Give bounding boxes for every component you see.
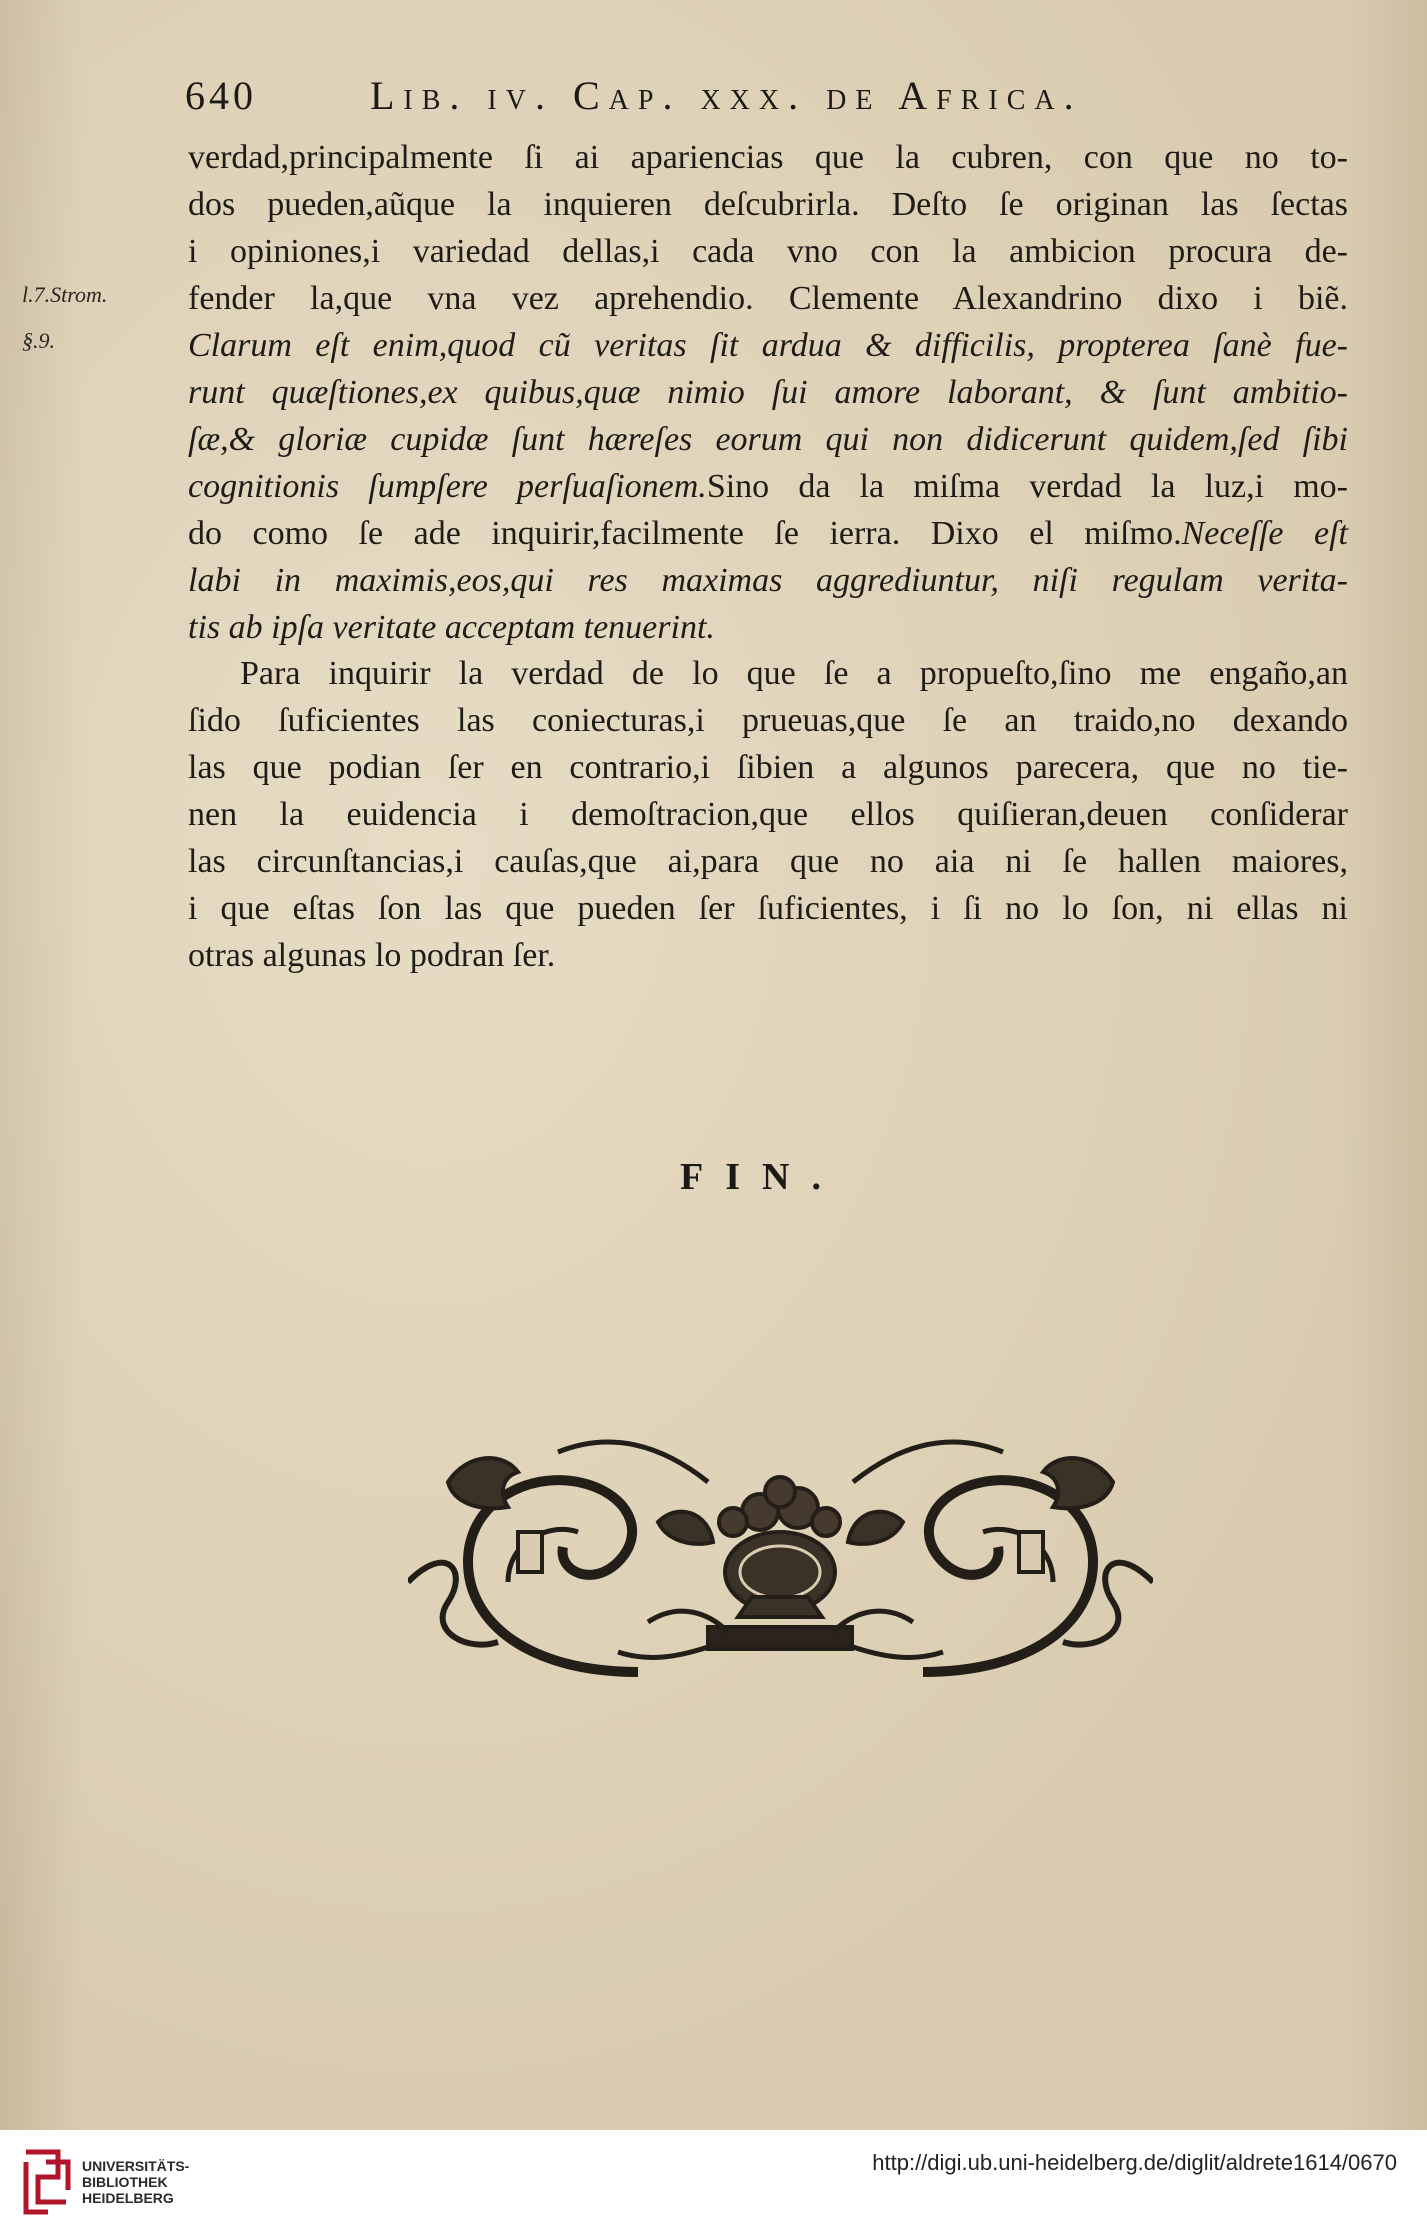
fin-label: FIN. bbox=[680, 1156, 843, 1198]
margin-note: §.9. bbox=[22, 328, 55, 353]
text-line: las circunſtancias,i cauſas,que ai,para que no aia ni ſe hallen maiores, bbox=[188, 843, 1348, 880]
library-name-line: UNIVERSITÄTS- bbox=[82, 2158, 190, 2174]
library-name-line: HEIDELBERG bbox=[82, 2190, 174, 2206]
latin-quote-line: runt quæſtiones,ex quibus,quæ nimio ſui amore laborant, & ſunt ambitio- bbox=[188, 374, 1348, 411]
latin-quote-line: labi in maximis,eos,qui res maximas aggrediuntur, niſi regulam verita- bbox=[188, 562, 1348, 599]
text-line: Para inquirir la verdad de lo que ſe a propueſto,ſino me engaño,an bbox=[240, 655, 1348, 692]
university-library-logo-icon bbox=[18, 2142, 74, 2220]
woodcut-tailpiece-ornament bbox=[408, 1422, 1153, 1692]
text-line: i que eſtas ſon las que pueden ſer ſuficientes, i ſi no lo ſon, ni ellas ni bbox=[188, 890, 1348, 927]
latin-quote-fragment: Neceſſe eſt bbox=[1181, 515, 1349, 552]
library-name bbox=[82, 2158, 189, 2206]
latin-quote-line: Clarum eſt enim,quod cũ veritas ſit ardua & difficilis, propterea ſanè fue- bbox=[188, 327, 1348, 364]
running-head bbox=[185, 72, 1185, 122]
paragraph-2 bbox=[188, 650, 1348, 979]
text-line: fender la,que vna vez aprehendio. Clemente Alexandrino dixo i biẽ. bbox=[188, 280, 1348, 317]
text-line: nen la euidencia i demoſtracion,que ellos quiſieran,deuen conſiderar bbox=[188, 796, 1348, 833]
permalink-url[interactable]: http://digi.ub.uni-heidelberg.de/diglit/aldrete1614/0670 bbox=[872, 2150, 1397, 2175]
margin-note: l.7.Strom. bbox=[22, 282, 108, 307]
library-footer bbox=[0, 2130, 1427, 2234]
text-line: verdad,principalmente ſi ai apariencias que la cubren, con que no to- bbox=[188, 139, 1348, 176]
text-line: las que podian ſer en contrario,i ſibien a algunos parecera, que no tie- bbox=[188, 749, 1348, 786]
text-line bbox=[188, 510, 1348, 557]
latin-quote-line: ſæ,& gloriæ cupidæ ſunt hæreſes eorum qui non didicerunt quidem,ſed ſibi bbox=[188, 421, 1348, 458]
text-fragment: Sino da la miſma verdad la luz,i mo- bbox=[706, 468, 1348, 505]
text-line: i opiniones,i variedad dellas,i cada vno con la ambicion procura de- bbox=[188, 233, 1348, 270]
paragraph-1 bbox=[188, 134, 1348, 651]
page-number: 640 bbox=[185, 73, 257, 118]
text-line: ſido ſuficientes las coniecturas,i prueuas,que ſe an traido,no dexando bbox=[188, 702, 1348, 739]
text-line: dos pueden,aũque la inquieren deſcubrirla. Deſto ſe originan las ſectas bbox=[188, 186, 1348, 223]
text-line bbox=[188, 463, 1348, 510]
latin-quote-line: tis ab ipſa veritate acceptam tenuerint. bbox=[188, 609, 715, 646]
text-line: otras algunas lo podran ſer. bbox=[188, 937, 556, 974]
chapter-title: Lib. iv. Cap. xxx. de Africa. bbox=[370, 73, 1083, 118]
library-name-line: BIBLIOTHEK bbox=[82, 2174, 168, 2190]
latin-quote-fragment: cognitionis ſumpſere perſuaſionem. bbox=[188, 468, 707, 505]
text-fragment: do como ſe ade inquirir,facilmente ſe ierra. Dixo el miſmo. bbox=[188, 515, 1182, 552]
